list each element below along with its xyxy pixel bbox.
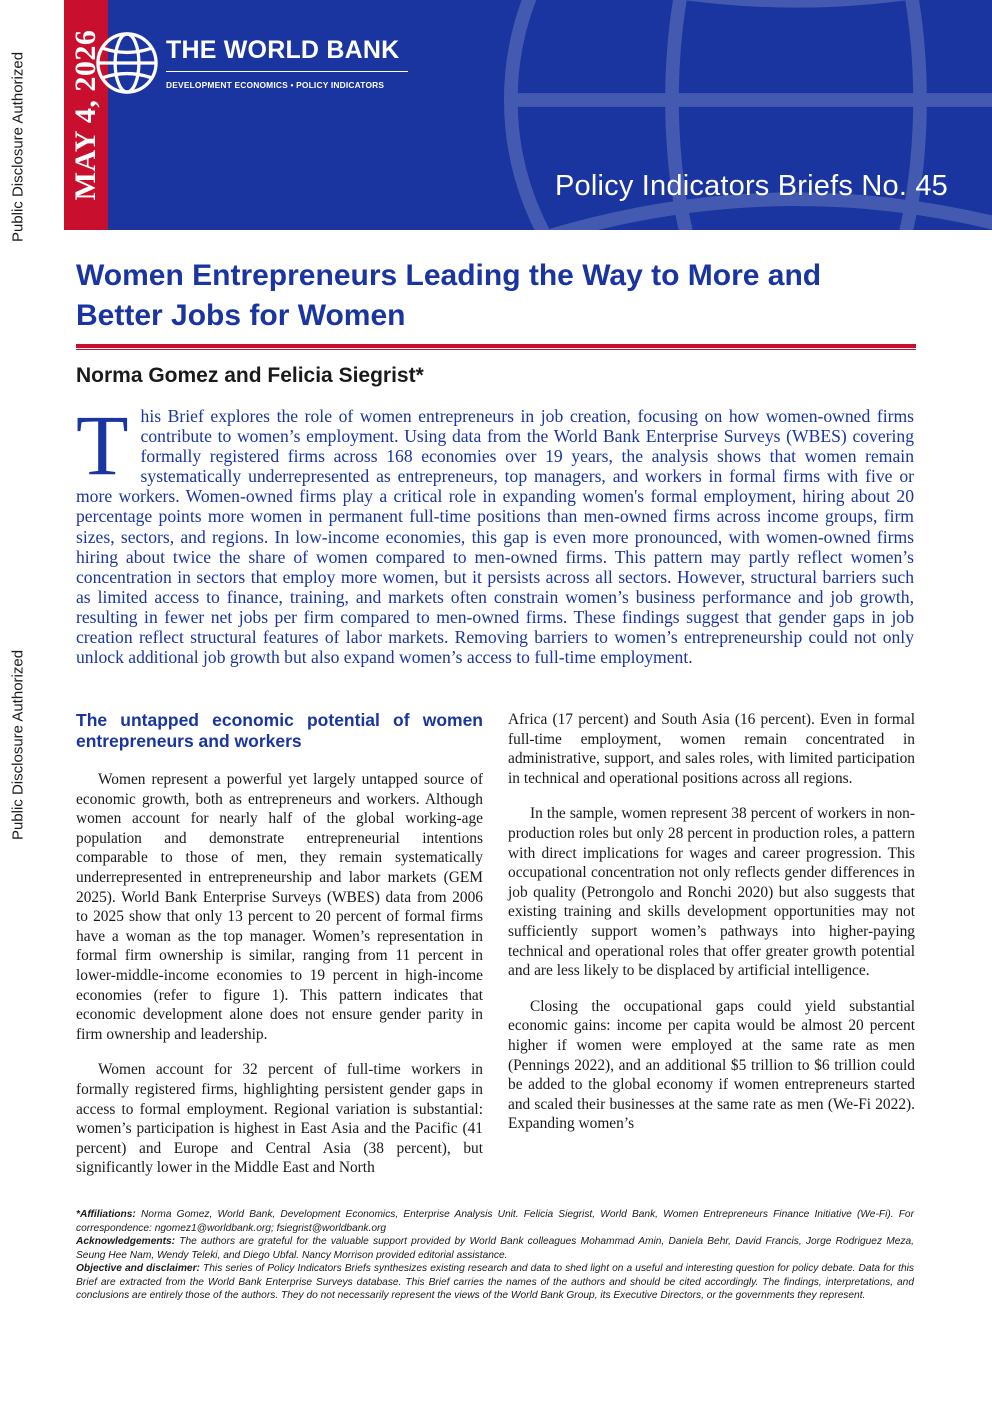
footnote-text: Norma Gomez, World Bank, Development Economics, Enterprise Analysis Unit. Felicia Siegrist, World Bank, Women Entrepreneurs Finance Initiative (We-Fi). For correspondence: ngomez1@worldbank.org; fsiegrist@worldbank.org bbox=[76, 1209, 914, 1234]
abstract bbox=[76, 397, 914, 668]
footnote-acknowledgements bbox=[76, 1235, 914, 1262]
disclosure-mark-middle: Public Disclosure Authorized bbox=[9, 649, 27, 841]
footnote-label: Acknowledgements: bbox=[76, 1236, 176, 1247]
title-divider-thin bbox=[76, 349, 916, 350]
abstract-text: his Brief explores the role of women entrepreneurs in job creation, focusing on how women-owned firms contribute to women’s employment. Using data from the World Bank Enterprise Surveys (WBES) covering formally registered firms across 168 economies over 19 years, the analysis shows that women remain systematically underrepresented as entrepreneurs, top managers, and workers in formal firms with five or more workers. Women-owned firms play a critical role in expanding women's formal employment, hiring about 20 percentage points more women in permanent full-time positions than men-owned firms across income groups, firm sizes, sectors, and regions. In low-income economies, this gap is even more pronounced, with women-owned firms hiring about twice the share of women compared to men-owned firms. This pattern may partly reflect women’s concentration in sectors that employ more women, but it persists across all sectors. However, structural barriers such as limited access to finance, training, and markets often constrain women’s business performance and job growth, resulting in fewer net jobs per firm compared to men-owned firms. These findings suggest that gender gaps in job creation reflect structural features of labor markets. Removing barriers to women’s entrepreneurship could not only unlock additional job growth but also expand women’s access to full-time employment. bbox=[76, 406, 914, 668]
section-heading: The untapped economic potential of women entrepreneurs and workers bbox=[76, 710, 483, 751]
world-bank-globe-icon bbox=[94, 30, 160, 96]
footnote-text: This series of Policy Indicators Briefs synthesizes existing research and data to shed light on a useful and interesting question for policy debate. Data for this Brief are extracted from the World Bank Enterprise Surveys database. This Brief carries the names of the authors and should be cited accordingly. The findings, interpretations, and conclusions are entirely those of the authors. They do not necessarily represent the views of the World Bank Group, its Executive Directors, or the governments they represent. bbox=[76, 1263, 914, 1301]
disclosure-mark-top: Public Disclosure Authorized bbox=[9, 51, 27, 243]
footnote-disclaimer bbox=[76, 1262, 914, 1303]
page-title: Women Entrepreneurs Leading the Way to More and Better Jobs for Women bbox=[76, 259, 822, 332]
paragraph: In the sample, women represent 38 percent of workers in non-production roles but only 28 percent in production roles, a pattern with direct implications for wages and career progression. This occupational concentration not only reflects gender differences in job quality (Petrongolo and Ronchi 2020) but also suggests that existing training and skills development opportunities may not sufficiently support women’s pathways into higher-paying technical and operational roles that offer greater growth potential and are less likely to be displaced by artificial intelligence. bbox=[508, 805, 915, 980]
series-title: Policy Indicators Briefs No. 45 bbox=[554, 170, 948, 202]
paragraph: Women represent a powerful yet largely untapped source of economic growth, both as entrepreneurs and workers. Although women account for nearly half of the global working-age population and demonstrate entrepreneurial intentions comparable to those of men, they remain systematically underrepresented in entrepreneurship and labor markets (GEM 2025). World Bank Enterprise Surveys (WBES) data from 2006 to 2025 show that only 13 percent to 20 percent of formal firms have a woman as the top manager. Women’s representation in formal firm ownership is similar, ranging from 11 percent in lower-middle-income economies to 19 percent in high-income economies (refer to figure 1). This pattern indicates that economic development alone does not ensure gender parity in firm ownership and leadership. bbox=[76, 771, 483, 1043]
footnote-label: *Affiliations: bbox=[76, 1209, 136, 1220]
footnote-label: Objective and disclaimer: bbox=[76, 1263, 200, 1274]
right-column bbox=[508, 710, 915, 1150]
footnote-affiliations bbox=[76, 1208, 914, 1235]
logo-divider bbox=[166, 71, 408, 72]
publication-date: MAY 4, 2026 bbox=[69, 29, 102, 201]
world-bank-logo-text: THE WORLD BANK bbox=[166, 36, 400, 64]
authors-line: Norma Gomez and Felicia Siegrist* bbox=[76, 364, 424, 387]
abstract-dropcap: T bbox=[76, 397, 129, 493]
paragraph: Women account for 32 percent of full-time workers in formally registered firms, highlighting persistent gender gaps in access to formal employment. Regional variation is substantial: women’s participation is highest in East Asia and the Pacific (41 percent) and Europe and Central Asia (38 percent), but significantly lower in the Middle East and North bbox=[76, 1061, 483, 1177]
logo-subtitle: DEVELOPMENT ECONOMICS • POLICY INDICATORS bbox=[166, 80, 385, 90]
paragraph: Africa (17 percent) and South Asia (16 percent). Even in formal full-time employment, women remain concentrated in administrative, support, and sales roles, with limited participation in technical and operational positions across all regions. bbox=[508, 711, 915, 787]
left-column bbox=[76, 710, 483, 1194]
footnote bbox=[76, 1208, 914, 1303]
title-divider bbox=[76, 344, 916, 348]
paragraph: Closing the occupational gaps could yield substantial economic gains: income per capita would be almost 20 percent higher if women were employed at the same rate as men (Pennings 2022), and an additional $5 trillion to $6 trillion could be added to the global economy if women entrepreneurs started and scaled their businesses at the same rate as men (We-Fi 2022). Expanding women’s bbox=[508, 997, 915, 1133]
footnote-text: The authors are grateful for the valuable support provided by World Bank colleagues Mohammad Amin, Daniela Behr, David Francis, Jorge Rodriguez Meza, Seung Hee Nam, Wendy Teleki, and Diego Ubfal. Nancy Morrison provided editorial assistance. bbox=[76, 1236, 914, 1261]
